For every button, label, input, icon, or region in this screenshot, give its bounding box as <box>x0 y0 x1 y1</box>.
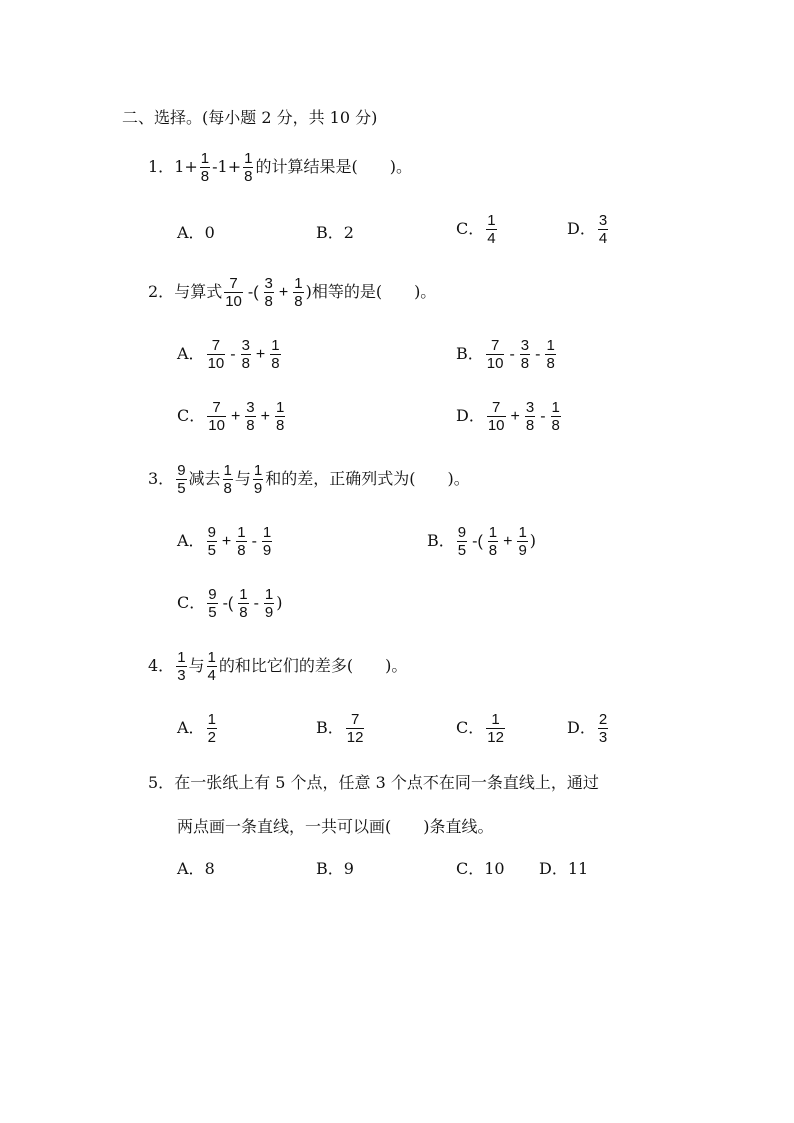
fraction: $\frac{7}{10}$ <box>225 275 242 310</box>
fraction: $\frac{3}{8}$ <box>264 275 273 310</box>
option-5c[interactable]: C．10 <box>456 859 505 878</box>
option-4d[interactable]: D． $\frac{2}{3}$ <box>567 711 608 746</box>
option-2a[interactable]: A． $\frac{7}{10}$ - $\frac{3}{8}$ + $\frac{1}{8}$ <box>177 337 280 372</box>
option-1d[interactable]: D． $\frac{3}{4}$ <box>567 212 608 247</box>
expr-text: -1+ <box>212 157 242 176</box>
fraction: $\frac{1}{8}$ <box>200 150 210 185</box>
option-3b[interactable]: B． $\frac{9}{5}$ -( $\frac{1}{8}$ + $\frac{1}{9}$ ) <box>427 524 537 559</box>
question-2: 2．与算式 $\frac{7}{10}$ -( $\frac{3}{8}$ + $\frac{1}{8}$ )相等的是( )。 <box>148 275 437 310</box>
section-title: 二、选择。(每小题 2 分，共 10 分) <box>122 108 378 127</box>
question-5: 5．在一张纸上有 5 个点，任意 3 个点不在同一条直线上，通过 <box>148 773 599 792</box>
question-number: 1． <box>148 157 175 176</box>
question-4: 4． $\frac{1}{3}$ 与 $\frac{1}{4}$ 的和比它们的差多( )。 <box>148 649 408 684</box>
fraction: $\frac{1}{8}$ <box>244 150 253 185</box>
option-4a[interactable]: A． $\frac{1}{2}$ <box>177 711 216 746</box>
option-3c[interactable]: C． $\frac{9}{5}$ -( $\frac{1}{8}$ - $\frac{1}{9}$ ) <box>177 586 283 621</box>
option-5a[interactable]: A．8 <box>177 859 215 878</box>
option-3a[interactable]: A． $\frac{9}{5}$ + $\frac{1}{8}$ - $\frac{1}{9}$ <box>177 524 272 559</box>
expr-text: 1+ <box>174 157 198 176</box>
option-1a[interactable]: A．0 <box>177 223 215 242</box>
question-text: 的计算结果是( )。 <box>255 157 412 176</box>
option-4b[interactable]: B． $\frac{7}{12}$ <box>316 711 364 746</box>
option-1c[interactable]: C． $\frac{1}{4}$ <box>456 212 496 247</box>
option-4c[interactable]: C． $\frac{1}{12}$ <box>456 711 504 746</box>
question-1 <box>148 150 412 185</box>
option-5d[interactable]: D．11 <box>539 859 589 878</box>
question-5-line2: 两点画一条直线，一共可以画( )条直线。 <box>177 817 494 836</box>
option-1b[interactable]: B．2 <box>316 223 354 242</box>
option-2d[interactable]: D． $\frac{7}{10}$ + $\frac{3}{8}$ - $\frac{1}{8}$ <box>456 399 560 434</box>
option-2c[interactable]: C． $\frac{7}{10}$ + $\frac{3}{8}$ + $\frac{1}{8}$ <box>177 399 285 434</box>
option-2b[interactable]: B． $\frac{7}{10}$ - $\frac{3}{8}$ - $\frac{1}{8}$ <box>456 337 555 372</box>
option-5b[interactable]: B．9 <box>316 859 354 878</box>
question-3: 3． $\frac{9}{5}$ 减去 $\frac{1}{8}$ 与 $\frac{1}{9}$ 和的差，正确列式为( )。 <box>148 462 470 497</box>
fraction: $\frac{1}{8}$ <box>294 275 303 310</box>
